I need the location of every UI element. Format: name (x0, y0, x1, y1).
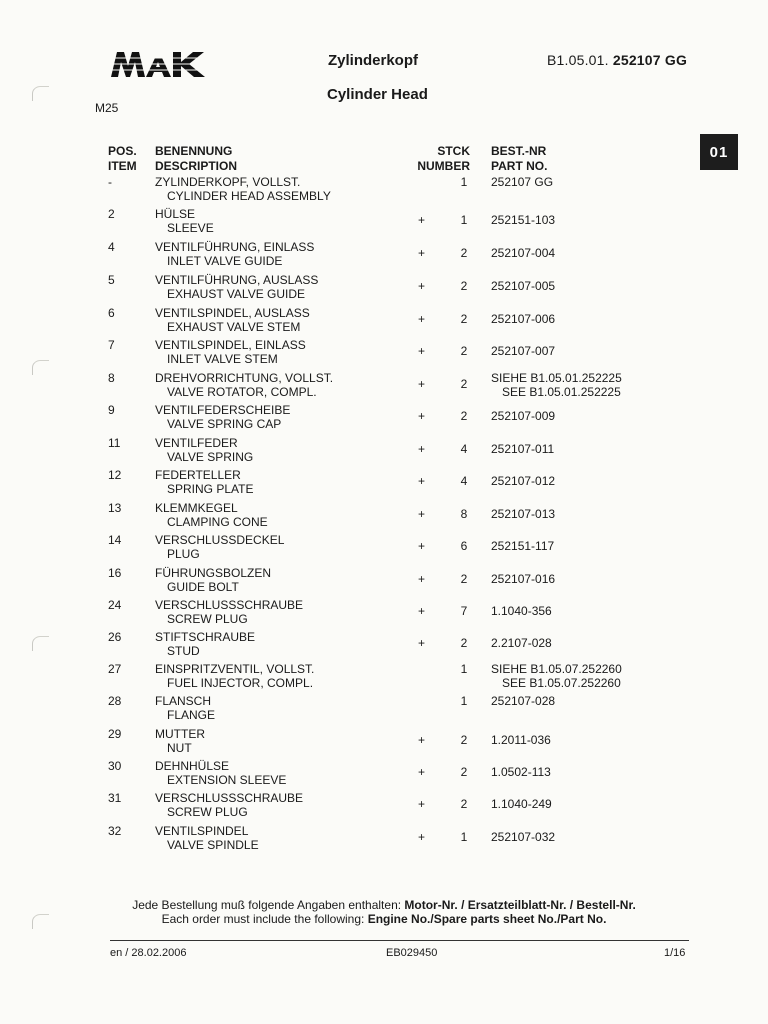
description-english: SCREW PLUG (167, 612, 248, 626)
punch-hole (32, 86, 49, 101)
wear-part-marker: + (418, 442, 426, 456)
order-notice-english (0, 912, 768, 926)
part-number: 1.1040-356 (491, 604, 552, 618)
description-english: FUEL INJECTOR, COMPL. (167, 676, 314, 690)
description-english: EXHAUST VALVE GUIDE (167, 287, 306, 301)
wear-part-marker: + (418, 733, 426, 747)
item-number: 29 (108, 727, 122, 741)
description-english: CYLINDER HEAD ASSEMBLY (167, 189, 331, 203)
doc-ref-prefix: B1.05.01. (547, 52, 609, 68)
wear-part-marker: + (418, 312, 426, 326)
wear-part-marker: + (418, 797, 426, 811)
part-reference-english: SEE B1.05.07.252260 (502, 676, 621, 690)
wear-part-marker: + (418, 246, 426, 260)
footer-divider (110, 940, 689, 941)
part-number: 252107-028 (491, 694, 556, 708)
item-number: 27 (108, 662, 122, 676)
quantity: 2 (460, 572, 468, 586)
doc-ref-number: 252107 GG (612, 52, 688, 68)
table-row (0, 598, 768, 630)
description-german: VERSCHLUSSSCHRAUBE (155, 791, 304, 805)
description-german: HÜLSE (155, 207, 196, 221)
wear-part-marker: + (418, 213, 426, 227)
part-reference-german: SIEHE B1.05.01.252225 (491, 371, 622, 385)
description-german: VERSCHLUSSDECKEL (155, 533, 285, 547)
col-pos-en: ITEM (108, 159, 137, 173)
quantity: 2 (460, 409, 468, 423)
description-german: DREHVORRICHTUNG, VOLLST. (155, 371, 334, 385)
description-german: ZYLINDERKOPF, VOLLST. (155, 175, 301, 189)
description-english: INLET VALVE GUIDE (167, 254, 283, 268)
wear-part-marker: + (418, 830, 426, 844)
table-row (0, 468, 768, 500)
part-number: 252107-013 (491, 507, 556, 521)
quantity: 8 (460, 507, 468, 521)
part-number: 1.2011-036 (491, 733, 551, 747)
quantity: 1 (460, 694, 468, 708)
quantity: 2 (460, 765, 468, 779)
description-english: FLANGE (167, 708, 216, 722)
wear-part-marker: + (418, 572, 426, 586)
part-number: 1.1040-249 (491, 797, 552, 811)
description-english: VALVE SPINDLE (167, 838, 259, 852)
wear-part-marker: + (418, 474, 426, 488)
item-number: 28 (108, 694, 122, 708)
quantity: 2 (460, 636, 468, 650)
wear-part-marker: + (418, 344, 426, 358)
description-english: EXHAUST VALVE STEM (167, 320, 301, 334)
table-row (0, 338, 768, 370)
quantity: 2 (460, 797, 468, 811)
description-english: STUD (167, 644, 200, 658)
description-german: DEHNHÜLSE (155, 759, 230, 773)
page-number: 1/16 (664, 947, 686, 959)
wear-part-marker: + (418, 765, 426, 779)
part-number: 252107-016 (491, 572, 556, 586)
description-german: MUTTER (155, 727, 205, 741)
table-row (0, 630, 768, 662)
quantity: 7 (460, 604, 468, 618)
description-english: EXTENSION SLEEVE (167, 773, 287, 787)
description-english: PLUG (167, 547, 200, 561)
description-german: FLANSCH (155, 694, 212, 708)
quantity: 2 (460, 733, 468, 747)
col-desc-en: DESCRIPTION (155, 159, 238, 173)
item-number: 4 (108, 240, 115, 254)
notice-de-bold: Motor-Nr. / Ersatzteilblatt-Nr. / Bestell-Nr. (404, 898, 636, 912)
part-reference-german: SIEHE B1.05.07.252260 (491, 662, 622, 676)
col-pos-de: POS. (108, 144, 137, 158)
wear-part-marker: + (418, 604, 426, 618)
description-english: VALVE SPRING CAP (167, 417, 282, 431)
part-number: 252107-005 (491, 279, 556, 293)
item-number: 6 (108, 306, 115, 320)
part-number: 252107-007 (491, 344, 556, 358)
part-number: 252107-032 (491, 830, 556, 844)
part-reference-english: SEE B1.05.01.252225 (502, 385, 621, 399)
description-german: VENTILSPINDEL, EINLASS (155, 338, 306, 352)
col-header-quantity (408, 144, 470, 174)
language-date: en / 28.02.2006 (110, 947, 187, 959)
quantity: 6 (460, 539, 468, 553)
wear-part-marker: + (418, 539, 426, 553)
quantity: 2 (460, 377, 468, 391)
wear-part-marker: + (418, 377, 426, 391)
part-number: 252151-103 (491, 213, 556, 227)
part-number: 252107-004 (491, 246, 556, 260)
item-number: 30 (108, 759, 122, 773)
description-german: VENTILSPINDEL (155, 824, 249, 838)
item-number: 5 (108, 273, 115, 287)
mak-logo (111, 50, 211, 78)
item-number: 32 (108, 824, 122, 838)
wear-part-marker: + (418, 507, 426, 521)
table-row (0, 533, 768, 565)
item-number: 31 (108, 791, 122, 805)
quantity: 2 (460, 312, 468, 326)
item-number: 24 (108, 598, 122, 612)
col-qty-en: NUMBER (417, 159, 470, 173)
quantity: 2 (460, 279, 468, 293)
title-german: Zylinderkopf (328, 52, 419, 69)
item-number: - (108, 175, 112, 189)
item-number: 11 (108, 436, 121, 450)
description-english: SCREW PLUG (167, 805, 248, 819)
item-number: 12 (108, 468, 122, 482)
table-row (0, 436, 768, 468)
description-english: GUIDE BOLT (167, 580, 239, 594)
table-row (0, 566, 768, 598)
col-part-de: BEST.-NR (491, 144, 547, 158)
description-english: SPRING PLATE (167, 482, 254, 496)
notice-en-text: Each order must include the following: (161, 912, 368, 926)
wear-part-marker: + (418, 636, 426, 650)
description-german: FEDERTELLER (155, 468, 241, 482)
table-row (0, 207, 768, 239)
item-number: 14 (108, 533, 122, 547)
item-number: 7 (108, 338, 115, 352)
part-number: 1.0502-113 (491, 765, 551, 779)
table-row (0, 371, 768, 403)
description-german: KLEMMKEGEL (155, 501, 238, 515)
description-german: VENTILFÜHRUNG, EINLASS (155, 240, 315, 254)
engine-model: M25 (95, 101, 119, 115)
col-header-pos (108, 144, 137, 174)
order-notice-german (0, 898, 768, 912)
col-desc-de: BENENNUNG (155, 144, 233, 158)
quantity: 2 (460, 344, 468, 358)
col-qty-de: STCK (437, 144, 470, 158)
description-german: VENTILFEDERSCHEIBE (155, 403, 291, 417)
table-row (0, 727, 768, 759)
col-part-en: PART NO. (491, 159, 548, 173)
description-english: INLET VALVE STEM (167, 352, 278, 366)
table-row (0, 403, 768, 435)
table-row (0, 501, 768, 533)
item-number: 26 (108, 630, 122, 644)
item-number: 9 (108, 403, 115, 417)
quantity: 1 (460, 662, 468, 676)
notice-en-bold: Engine No./Spare parts sheet No./Part No. (367, 912, 607, 926)
wear-part-marker: + (418, 409, 426, 423)
description-german: VENTILFEDER (155, 436, 238, 450)
description-german: FÜHRUNGSBOLZEN (155, 566, 272, 580)
table-row (0, 273, 768, 305)
quantity: 4 (460, 442, 468, 456)
description-english: VALVE ROTATOR, COMPL. (167, 385, 317, 399)
col-header-description (155, 144, 237, 174)
description-german: VENTILFÜHRUNG, AUSLASS (155, 273, 319, 287)
quantity: 1 (460, 830, 468, 844)
description-english: VALVE SPRING (167, 450, 254, 464)
description-english: CLAMPING CONE (167, 515, 268, 529)
table-row (0, 759, 768, 791)
part-number: 252107-006 (491, 312, 556, 326)
item-number: 8 (108, 371, 115, 385)
quantity: 1 (460, 213, 468, 227)
wear-part-marker: + (418, 279, 426, 293)
description-english: SLEEVE (167, 221, 214, 235)
part-number: 252107 GG (491, 175, 554, 189)
table-row (0, 175, 768, 207)
description-german: EINSPRITZVENTIL, VOLLST. (155, 662, 315, 676)
part-number: 252151-117 (491, 539, 555, 553)
part-number: 252107-009 (491, 409, 556, 423)
description-german: VERSCHLUSSSCHRAUBE (155, 598, 304, 612)
item-number: 2 (108, 207, 115, 221)
quantity: 1 (460, 175, 468, 189)
section-badge: 01 (700, 134, 738, 170)
part-number: 252107-011 (491, 442, 555, 456)
table-row (0, 694, 768, 726)
table-row (0, 306, 768, 338)
table-row (0, 824, 768, 856)
notice-de-text: Jede Bestellung muß folgende Angaben enthalten: (132, 898, 405, 912)
item-number: 16 (108, 566, 122, 580)
quantity: 2 (460, 246, 468, 260)
table-row (0, 791, 768, 823)
title-english: Cylinder Head (327, 86, 428, 103)
item-number: 13 (108, 501, 122, 515)
table-row (0, 662, 768, 694)
document-code: EB029450 (386, 947, 438, 959)
document-reference (547, 52, 687, 68)
table-row (0, 240, 768, 272)
description-german: STIFTSCHRAUBE (155, 630, 256, 644)
col-header-part-no (491, 144, 547, 174)
quantity: 4 (460, 474, 468, 488)
description-english: NUT (167, 741, 192, 755)
part-number: 2.2107-028 (491, 636, 552, 650)
part-number: 252107-012 (491, 474, 556, 488)
description-german: VENTILSPINDEL, AUSLASS (155, 306, 310, 320)
